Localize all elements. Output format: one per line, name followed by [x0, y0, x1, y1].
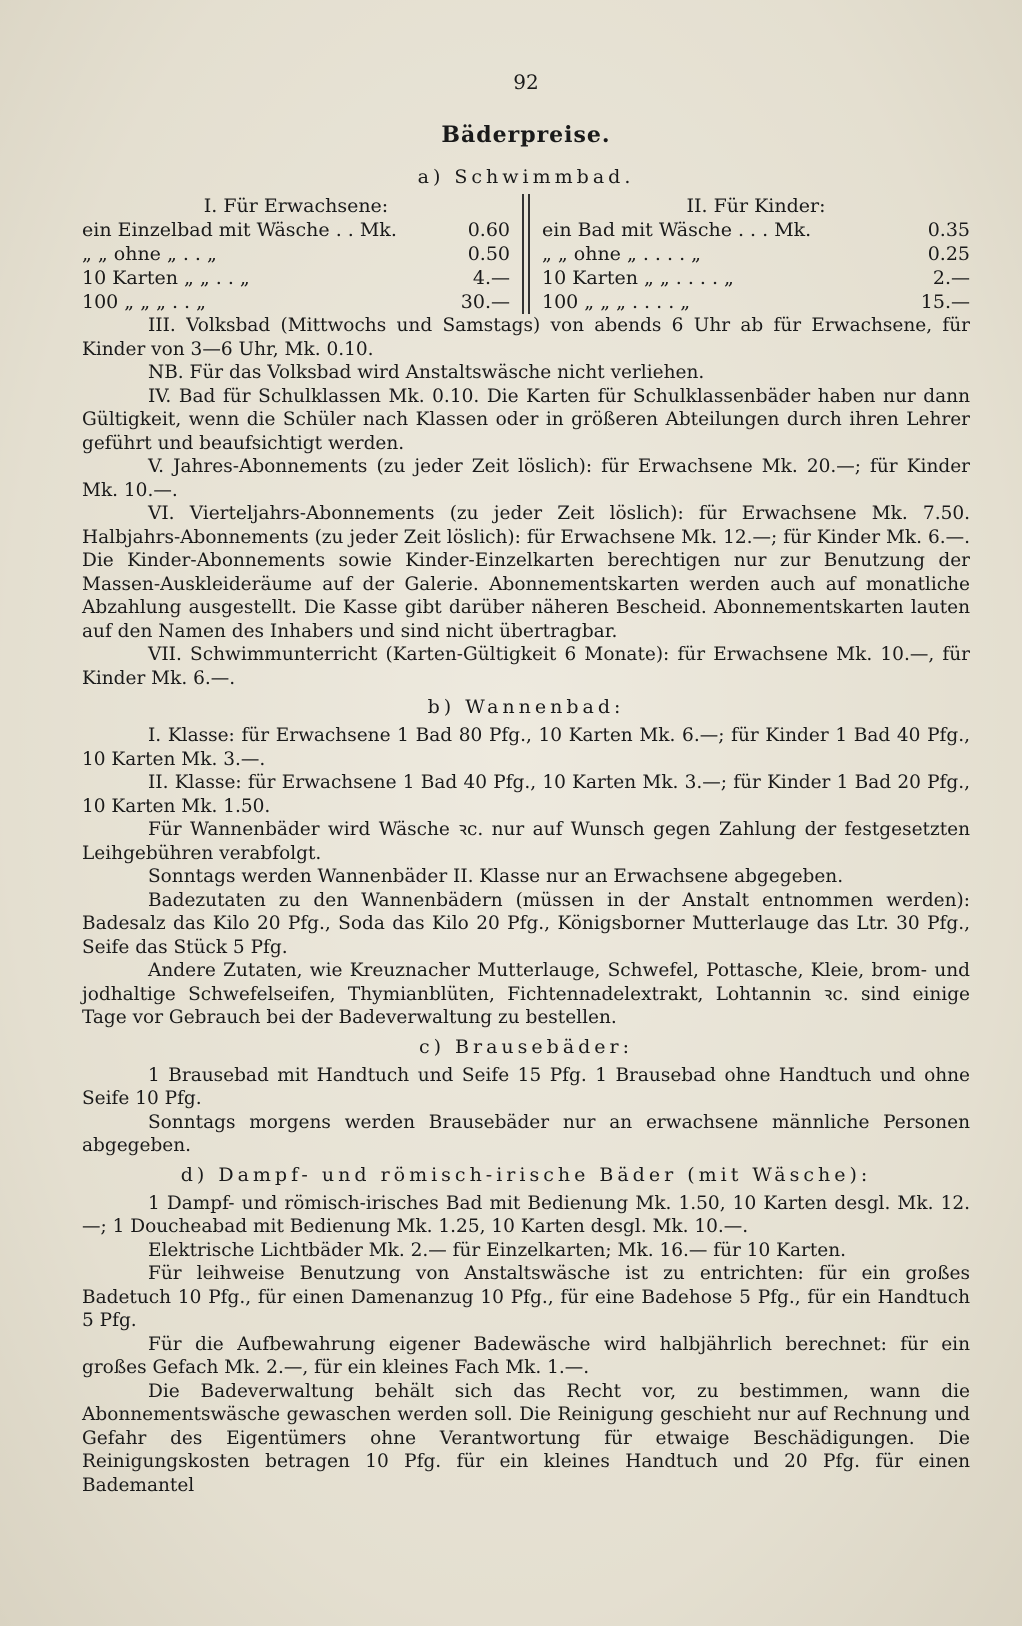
section-heading-b: b) Wannenbad: — [427, 696, 625, 718]
section-heading-c: c) Brausebäder: — [418, 1035, 634, 1058]
paragraph: Elektrische Lichtbäder Mk. 2.— für Einzelkarten; Mk. 16.— für 10 Karten. — [148, 1239, 847, 1261]
price-value: 4.— — [472, 267, 510, 289]
paragraph: VII. Schwimmunterricht (Karten-Gültigkeit 6 Monate): für Erwachsene Mk. 10.—, für Kinder Mk. 6.—. — [82, 644, 970, 689]
adults-column — [82, 194, 522, 314]
price-row — [82, 290, 510, 314]
paragraph: Die Badeverwaltung behält sich das Recht vor, zu bestimmen, wann die Abonnementswäsche gewaschen werden soll. Die Reinigung geschieht nur auf Rechnung und Gefahr des Eigentümers ohne Verantwortung für etwaige Beschädigungen. Die Reinigungskosten betragen 10 Pfg. für ein kleines Handtuch und 20 Pfg. für einen Bademantel — [82, 1380, 970, 1496]
paragraph: IV. Bad für Schulklassen Mk. 0.10. Die Karten für Schulklassenbäder haben nur dann Gültigkeit, wenn die Schüler nach Klassen oder in größeren Abteilungen durch ihren Lehrer geführt und beaufsichtigt werden. — [82, 385, 970, 454]
price-row — [542, 218, 970, 242]
section-heading-a: a) Schwimmbad. — [417, 166, 635, 188]
price-label: „ „ ohne „ . . „ — [82, 243, 217, 265]
price-label: 10 Karten „ „ . . . . „ — [542, 267, 734, 289]
paragraph: Andere Zutaten, wie Kreuznacher Mutterlauge, Schwefel, Pottasche, Kleie, brom- und jodhaltige Schwefelseifen, Thymianblüten, Fichtennadelextrakt, Lohtannin ꝛc. sind einige Tage vor Gebrauch bei der Badeverwaltung zu bestellen. — [82, 960, 970, 1028]
price-value: 15.— — [920, 291, 970, 313]
price-row — [82, 242, 510, 266]
price-label: 10 Karten „ „ . . „ — [82, 267, 250, 289]
paragraph: VI. Vierteljahrs-Abonnements (zu jeder Zeit löslich): für Erwachsene Mk. 7.50. Halbjahrs-Abonnements (zu jeder Zeit löslich): für Erwachsene Mk. 12.—; für Kinder Mk. 6.—. Die Kinder-Abonnements sowie Kinder-Einzelkarten berechtigen nur zur Benutzung der Massen-Auskleideräume auf der Galerie. Abonnementskarten werden auch auf monatliche Abzahlung ausgestellt. Die Kasse gibt darüber näheren Bescheid. Abonnementskarten lauten auf den Namen des Inhabers und sind nicht übertragbar. — [82, 503, 970, 642]
adults-header: I. Für Erwachsene: — [203, 195, 389, 217]
paragraph: II. Klasse: für Erwachsene 1 Bad 40 Pfg., 10 Karten Mk. 3.—; für Kinder 1 Bad 20 Pfg., 10 Karten Mk. 1.50. — [82, 772, 970, 817]
page-number: 92 — [513, 70, 539, 94]
paragraph: Badezutaten zu den Wannenbädern (müssen in der Anstalt entnommen werden): Badesalz das Kilo 20 Pfg., Soda das Kilo 20 Pfg., Königsborner Mutterlauge das Ltr. 30 Pfg., Seife das Stück 5 Pfg. — [82, 889, 970, 958]
price-row — [542, 242, 970, 266]
price-row — [82, 266, 510, 290]
price-value: 30.— — [460, 291, 510, 313]
price-label: ein Bad mit Wäsche . . . Mk. — [542, 219, 812, 241]
section-heading-d: d) Dampf- und römisch-irische Bäder (mit Wäsche): — [180, 1163, 872, 1186]
price-row — [82, 218, 510, 242]
page-title: Bäderpreise. — [441, 122, 611, 148]
price-value: 0.50 — [467, 243, 510, 265]
paragraph: V. Jahres-Abonnements (zu jeder Zeit löslich): für Erwachsene Mk. 20.—; für Kinder Mk. 10.—. — [82, 456, 970, 501]
paragraph: Für Wannenbäder wird Wäsche ꝛc. nur auf Wunsch gegen Zahlung der festgesetzten Leihgebühren verabfolgt. — [82, 819, 970, 864]
price-label: 100 „ „ „ . . . . „ — [542, 291, 691, 313]
price-label: ein Einzelbad mit Wäsche . . Mk. — [82, 219, 397, 241]
paragraph: 1 Dampf- und römisch-irisches Bad mit Bedienung Mk. 1.50, 10 Karten desgl. Mk. 12.—; 1 Doucheabad mit Bedienung Mk. 1.25, 10 Karten desgl. Mk. 10.—. — [82, 1192, 970, 1237]
paragraph: NB. Für das Volksbad wird Anstaltswäsche nicht verliehen. — [148, 362, 705, 383]
paragraph: Sonntags morgens werden Brausebäder nur an erwachsene männliche Personen abgegeben. — [82, 1111, 970, 1156]
children-column — [530, 194, 970, 314]
paragraph: Sonntags werden Wannenbäder II. Klasse nur an Erwachsene abgegeben. — [148, 866, 844, 887]
paragraph: 1 Brausebad mit Handtuch und Seife 15 Pfg. 1 Brausebad ohne Handtuch und ohne Seife 10 Pfg. — [82, 1064, 970, 1109]
paragraph: Für die Aufbewahrung eigener Badewäsche wird halbjährlich berechnet: für ein großes Gefach Mk. 2.—, für ein kleines Fach Mk. 1.—. — [82, 1333, 970, 1378]
price-value: 0.60 — [467, 219, 510, 241]
price-value: 0.25 — [927, 243, 970, 265]
column-divider — [522, 194, 530, 314]
price-value: 2.— — [932, 267, 970, 289]
paragraph: Für leihweise Benutzung von Anstaltswäsche ist zu entrichten: für ein großes Badetuch 10 Pfg., für einen Damenanzug 10 Pfg., für eine Badehose 5 Pfg., für ein Handtuch 5 Pfg. — [82, 1263, 970, 1331]
price-label: 100 „ „ „ . . „ — [82, 291, 206, 313]
price-row — [542, 290, 970, 314]
price-label: „ „ ohne „ . . . . „ — [542, 243, 702, 265]
paragraph: I. Klasse: für Erwachsene 1 Bad 80 Pfg., 10 Karten Mk. 6.—; für Kinder 1 Bad 40 Pfg., 10 Karten Mk. 3.—. — [82, 725, 970, 770]
paragraph: III. Volksbad (Mittwochs und Samstags) von abends 6 Uhr ab für Erwachsene, für Kinder von 3—6 Uhr, Mk. 0.10. — [82, 315, 970, 360]
price-table-a — [82, 194, 970, 314]
price-row — [542, 266, 970, 290]
price-value: 0.35 — [927, 219, 970, 241]
children-header: II. Für Kinder: — [686, 195, 826, 217]
